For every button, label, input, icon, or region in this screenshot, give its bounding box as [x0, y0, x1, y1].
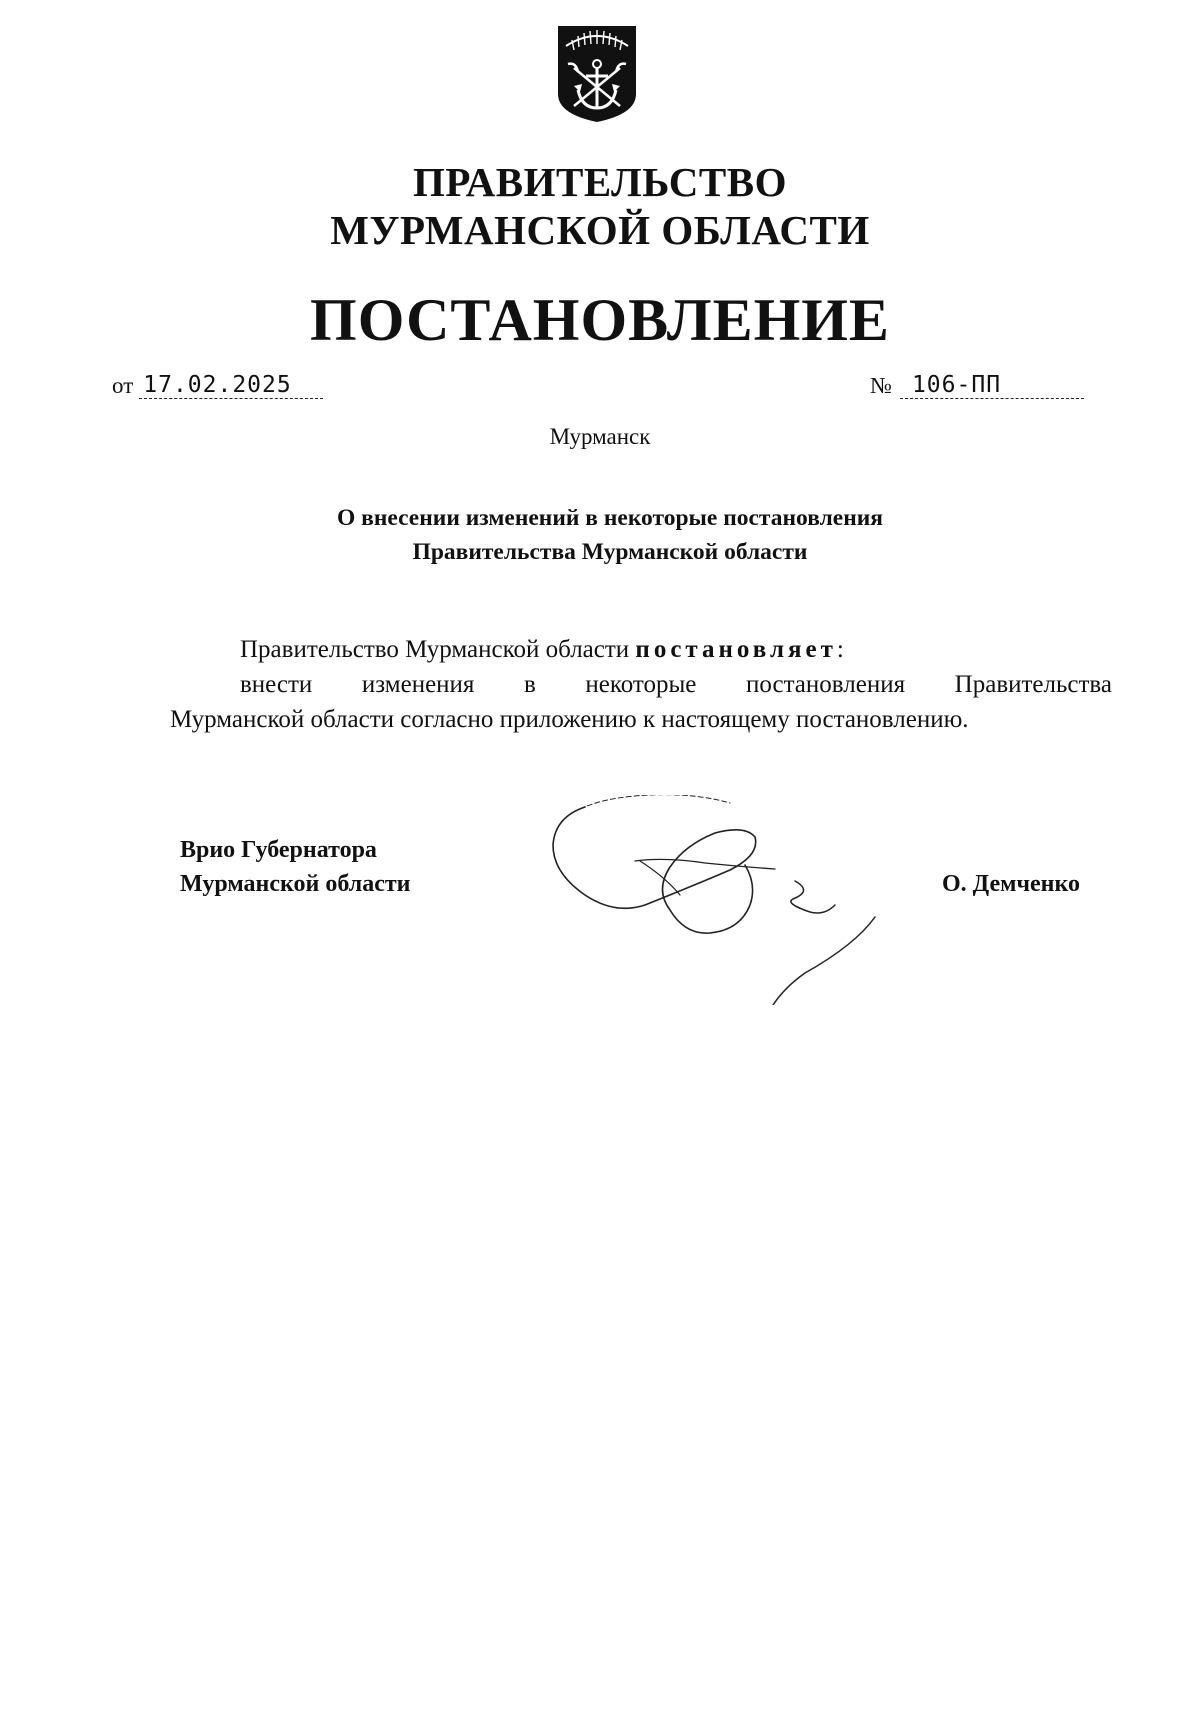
document-date [112, 372, 323, 399]
city: Мурманск [549, 424, 651, 449]
body-paragraph-3: Мурманской области согласно приложению к настоящему постановлению. [170, 706, 969, 733]
body-paragraph-2: внести изменения в некоторые постановления Правительства [240, 671, 1112, 698]
body-line1-end: : [836, 636, 844, 663]
document-type: ПОСТАНОВЛЕНИЕ [310, 287, 890, 353]
signatory-title-line1: Врио Губернатора [180, 837, 377, 863]
organization-name-line2: МУРМАНСКОЙ ОБЛАСТИ [330, 207, 870, 253]
signatory-name: О. Демченко [942, 871, 1080, 897]
signatory-title-line2: Мурманской области [180, 871, 411, 897]
subject-line1: О внесении изменений в некоторые постановления [336, 505, 883, 531]
organization-name-line1: ПРАВИТЕЛЬСТВО [412, 159, 788, 205]
body-line1-start: Правительство Мурманской области [240, 636, 636, 663]
number-value: 106-ПП [900, 372, 1084, 399]
date-prefix: от [112, 373, 134, 398]
number-prefix: № [870, 373, 892, 398]
handwritten-signature [545, 795, 925, 1005]
body-line1-emphasis: постановляет [635, 636, 837, 663]
body-paragraph-1 [240, 637, 844, 662]
coat-of-arms-icon [556, 24, 638, 124]
subject-line2: Правительства Мурманской области [412, 539, 808, 565]
document-number [870, 372, 1084, 399]
date-value: 17.02.2025 [139, 372, 323, 399]
